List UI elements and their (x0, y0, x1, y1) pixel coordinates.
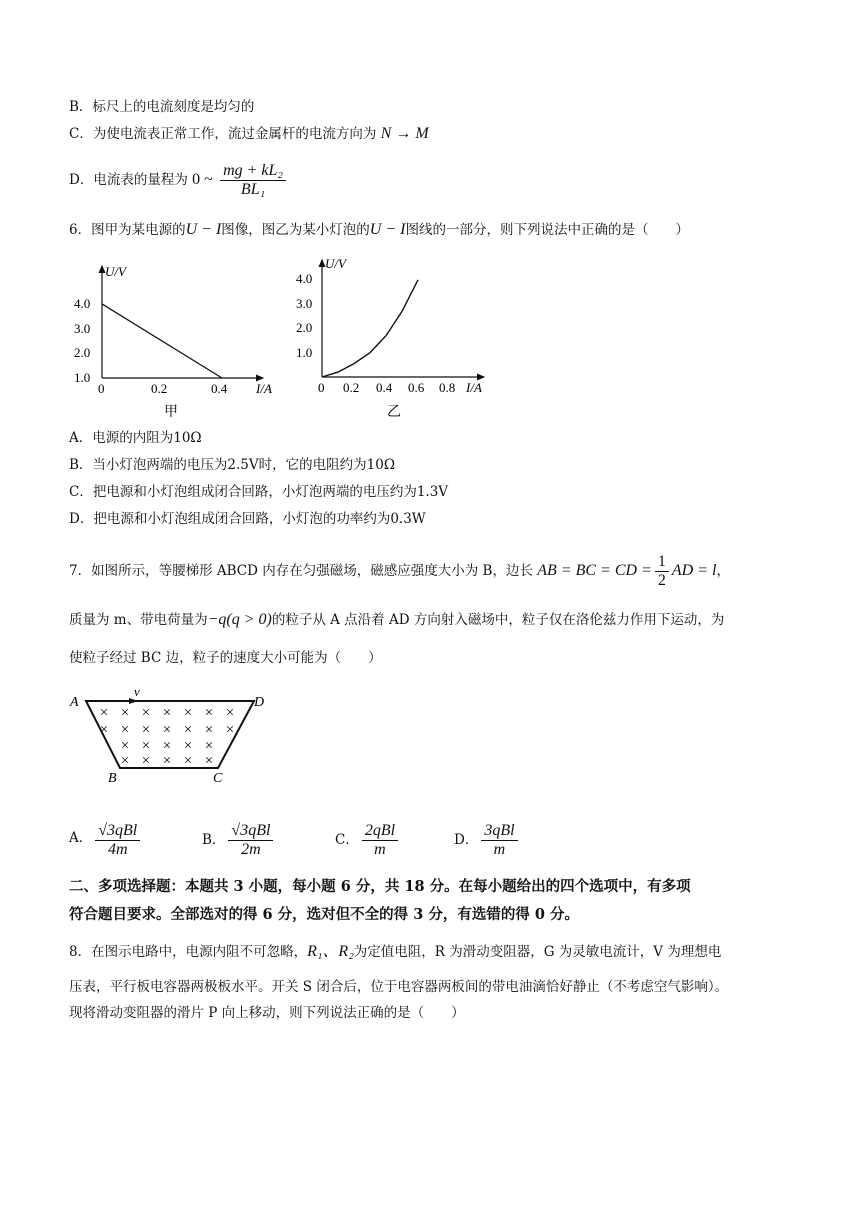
q6-stem-ui-2: U − I (369, 221, 406, 238)
q7-option-d-den: m (493, 841, 506, 858)
q7-option-a-den: 4m (107, 841, 128, 858)
graph-jia-ylabel: U/V (105, 264, 126, 279)
section-2-heading-line-2: 符合题目要求。全部选对的得 6 分，选对但不全的得 3 分，有选错的得 0 分。 (69, 906, 580, 923)
field-x-mark-3-3: × (183, 753, 193, 769)
q7-option-a-label: A． (69, 830, 93, 846)
q7-option-d-fraction (481, 822, 517, 859)
q7-eq-right: AD = l (671, 562, 717, 579)
q8-r1-r2: R₁、R₂ (307, 943, 354, 960)
field-x-mark-0-1: × (120, 705, 130, 721)
field-x-mark-1-5: × (204, 722, 214, 738)
velocity-label: v (134, 684, 140, 699)
graph-jia-xlabel: I/A (256, 381, 272, 396)
vertex-a-label: A (70, 695, 79, 710)
field-x-mark-2-2: × (162, 738, 172, 754)
q5-option-d-denominator: BL₁ (240, 181, 266, 198)
q7-option-c-label: C． (335, 832, 359, 848)
graph-yi-xtick-0: 0 (318, 380, 325, 395)
q6-option-a: A．电源的内阻为10Ω (69, 430, 202, 446)
graph-yi-xtick-04: 0.4 (376, 380, 393, 395)
field-x-mark-0-6: × (225, 705, 235, 721)
q6-stem (69, 220, 689, 240)
q8-stem-part-1a: 8．在图示电路中，电源内阻不可忽略， (69, 944, 308, 960)
graph-jia-xtick-02: 0.2 (151, 381, 168, 396)
field-x-mark-1-2: × (141, 722, 151, 738)
q8-stem-line-1 (69, 942, 721, 962)
field-x-mark-0-4: × (183, 705, 193, 721)
q5-option-d-fraction (220, 162, 286, 199)
graph-jia-ytick-3: 3.0 (74, 321, 91, 336)
q5-option-d-text: D．电流表的量程为 (69, 172, 188, 188)
vertex-c-label: C (213, 771, 223, 786)
q8-stem-part-1b: 为定值电阻，R 为滑动变阻器，G 为灵敏电流计，V 为理想电 (353, 944, 722, 960)
q5-option-d-numerator: mg + kL₂ (220, 162, 286, 181)
graph-jia-ytick-1: 1.0 (74, 370, 91, 385)
q6-option-d: D．把电源和小灯泡组成闭合回路，小灯泡的功率约为0.3W (69, 511, 426, 527)
field-x-mark-3-4: × (204, 753, 214, 769)
field-x-mark-0-3: × (162, 705, 172, 721)
q5-option-d-prefix: 0 ~ (192, 171, 213, 188)
q7-option-c (335, 822, 401, 859)
graph-yi-ytick-4: 4.0 (296, 271, 313, 286)
field-x-mark-1-3: × (162, 722, 172, 738)
q6-stem-ui-1: U − I (185, 221, 222, 238)
field-x-mark-3-1: × (141, 753, 151, 769)
graph-yi-xtick-06: 0.6 (408, 380, 425, 395)
q7-option-b-label: B． (202, 832, 226, 848)
q7-comma: ， (716, 563, 730, 579)
q7-option-d (454, 822, 521, 859)
graph-yi-xlabel: I/A (466, 380, 482, 395)
q7-stem-line-3: 使粒子经过 BC 边，粒子的速度大小可能为（ ） (69, 650, 382, 666)
graph-yi-xtick-08: 0.8 (439, 380, 456, 395)
q7-option-d-label: D． (454, 832, 479, 848)
q7-stem-line-2 (69, 610, 724, 630)
q7-option-c-fraction (362, 822, 398, 859)
q7-stem-part-2b: 的粒子从 A 点沿着 AD 方向射入磁场中，粒子仅在洛伦兹力作用下运动，为 (271, 612, 725, 628)
q5-option-d (69, 162, 289, 199)
field-x-mark-2-4: × (204, 738, 214, 754)
q7-option-d-num: 3qBl (481, 822, 517, 841)
graph-jia-xtick-0: 0 (98, 381, 105, 396)
graph-yi-ytick-2: 2.0 (296, 320, 313, 335)
field-x-mark-2-0: × (120, 738, 130, 754)
field-x-mark-0-0: × (99, 705, 109, 721)
field-x-mark-1-6: × (225, 722, 235, 738)
graph-jia-ytick-2: 2.0 (74, 345, 91, 360)
vertex-d-label: D (254, 695, 265, 710)
q7-option-a (69, 822, 143, 859)
vertex-b-label: B (108, 771, 117, 786)
field-x-mark-2-1: × (141, 738, 151, 754)
q5-option-c-text: C．为使电流表正常工作，流过金属杆的电流方向为 (69, 126, 377, 142)
graph-jia-line (102, 304, 222, 378)
q7-option-a-num: √3qBl (95, 822, 140, 841)
field-x-mark-1-4: × (183, 722, 193, 738)
q5-option-c-math: N → M (380, 125, 429, 142)
field-x-mark-2-3: × (183, 738, 193, 754)
q7-option-c-num: 2qBl (362, 822, 398, 841)
q7-option-a-fraction (95, 822, 140, 859)
q8-stem-line-2: 压表，平行板电容器两极板水平。开关 S 闭合后，位于电容器两板间的带电油滴恰好静止（不考虑空气影响）。 (69, 979, 729, 995)
graph-yi-curve (322, 280, 418, 377)
q7-option-b-fraction (228, 822, 273, 859)
q8-stem-line-3: 现将滑动变阻器的滑片 P 向上移动，则下列说法正确的是（ ） (69, 1005, 465, 1021)
q6-option-b: B．当小灯泡两端的电压为2.5V时，它的电阻约为10Ω (69, 457, 396, 473)
q7-option-b-den: 2m (241, 841, 261, 858)
q7-option-b-num: √3qBl (228, 822, 273, 841)
graph-yi-ylabel: U/V (325, 256, 346, 271)
field-x-mark-3-0: × (120, 753, 130, 769)
q6-option-c: C．把电源和小灯泡组成闭合回路，小灯泡两端的电压约为1.3V (69, 484, 449, 500)
field-x-mark-0-2: × (141, 705, 151, 721)
q7-stem-part-1: 7．如图所示，等腰梯形 ABCD 内存在匀强磁场，磁感应强度大小为 B，边长 (69, 563, 533, 579)
graph-yi-caption: 乙 (387, 405, 401, 420)
field-x-mark-1-1: × (120, 722, 130, 738)
q7-stem-line-1 (69, 553, 730, 590)
graph-yi (294, 252, 494, 426)
graph-jia-ytick-4: 4.0 (74, 296, 91, 311)
q6-stem-part-2: 图像，图乙为某小灯泡的 (221, 222, 370, 238)
q7-stem-part-2a: 质量为 m、带电荷量为 (69, 612, 208, 628)
q7-eq-left: AB = BC = CD = (537, 562, 652, 579)
q7-charge: −q(q > 0) (207, 611, 272, 628)
q6-stem-part-1: 6．图甲为某电源的 (69, 222, 186, 238)
section-2-heading-line-1: 二、多项选择题：本题共 3 小题，每小题 6 分，共 18 分。在每小题给出的四个选项中，有多项 (69, 878, 691, 895)
graph-jia-caption: 甲 (164, 405, 178, 420)
q5-option-c (69, 124, 429, 144)
q7-eq-den: 2 (657, 572, 666, 589)
graph-yi-xtick-02: 0.2 (343, 380, 360, 395)
q7-eq-num: 1 (655, 553, 669, 572)
field-x-mark-1-0: × (99, 722, 109, 738)
q6-stem-part-3: 图线的一部分，则下列说法中正确的是（ ） (405, 222, 689, 238)
graph-yi-ytick-1: 1.0 (296, 345, 313, 360)
field-x-mark-0-5: × (204, 705, 214, 721)
graph-yi-ytick-3: 3.0 (296, 296, 313, 311)
graph-jia-xtick-04: 0.4 (211, 381, 228, 396)
field-x-mark-3-2: × (162, 753, 172, 769)
q5-option-b: B．标尺上的电流刻度是均匀的 (69, 99, 255, 115)
graph-jia (68, 256, 288, 426)
q7-trapezoid-figure (68, 684, 278, 786)
q7-option-c-den: m (374, 841, 386, 858)
q7-eq-fraction (655, 553, 669, 590)
q7-option-b (202, 822, 276, 859)
